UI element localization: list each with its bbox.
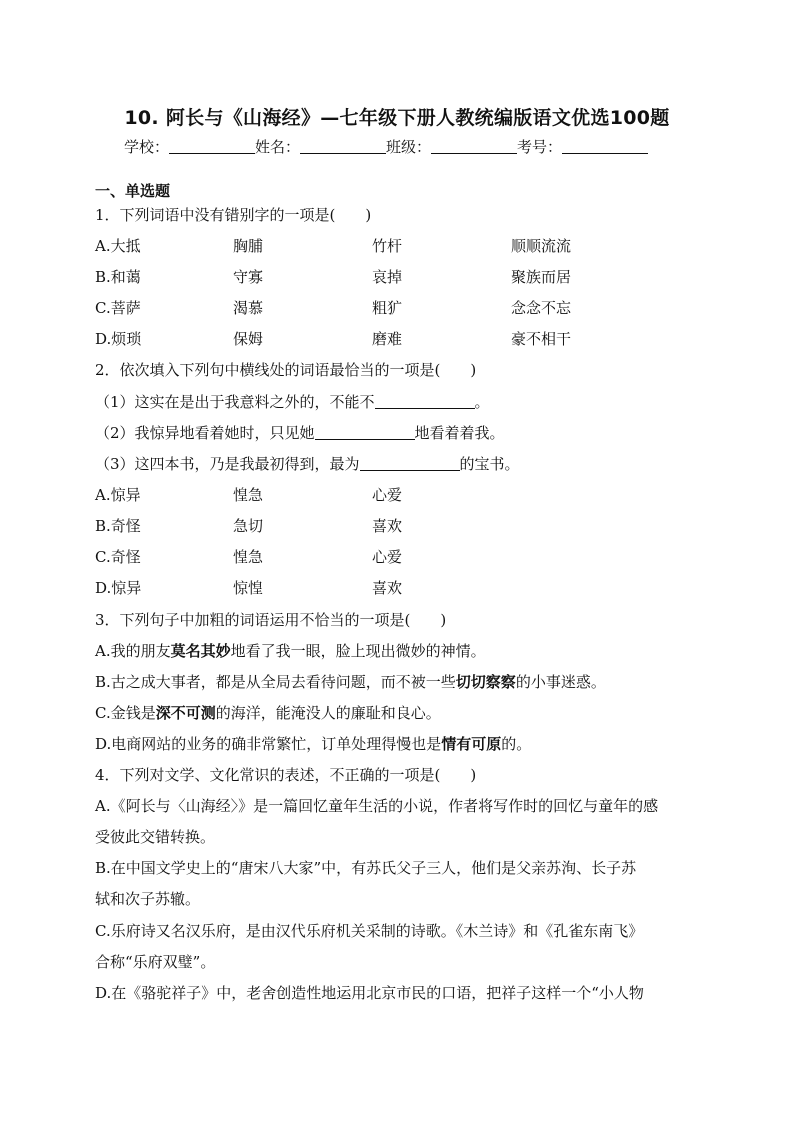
q2-option-d-3: 喜欢 bbox=[372, 579, 403, 597]
q1-option-a-4: 顺顺流流 bbox=[511, 237, 572, 255]
q2-s1-blank[interactable] bbox=[375, 394, 475, 409]
q1-option-a-2: 胸脯 bbox=[233, 237, 264, 255]
q1-option-c-1: C.菩萨 bbox=[95, 299, 141, 317]
q3-a-bold-term: 莫名其妙 bbox=[170, 642, 231, 660]
q2-s3-blank[interactable] bbox=[360, 456, 460, 471]
q2-option-c-1: C.奇怪 bbox=[95, 548, 141, 566]
q3-a-post: 地看了我一眼，脸上现出微妙的神情。 bbox=[230, 642, 486, 660]
q2-s3-end: 的宝书。 bbox=[459, 455, 520, 473]
q2-option-a-1: A.惊异 bbox=[95, 486, 141, 504]
exam-no-blank[interactable] bbox=[562, 139, 648, 154]
q2-option-a-2: 惶急 bbox=[233, 486, 264, 504]
q2-s3-text: （3）这四本书，乃是我最初得到，最为 bbox=[95, 455, 360, 473]
q1-option-b-1: B.和蔼 bbox=[95, 268, 141, 286]
q3-c-post: 的海洋，能淹没人的廉耻和良心。 bbox=[215, 704, 441, 722]
q2-sentence-1 bbox=[95, 392, 490, 412]
q2-option-b-1: B.奇怪 bbox=[95, 517, 141, 535]
q2-s1-text: （1）这实在是出于我意料之外的，不能不 bbox=[95, 393, 375, 411]
q1-option-a-3: 竹杆 bbox=[372, 237, 403, 255]
q3-option-c bbox=[95, 703, 441, 723]
q2-option-c-2: 惶急 bbox=[233, 548, 264, 566]
q2-s2-end: 地看着着我。 bbox=[414, 424, 505, 442]
q1-option-a-1: A.大抵 bbox=[95, 237, 141, 255]
q2-option-b-2: 急切 bbox=[233, 517, 264, 535]
q2-option-d-1: D.惊异 bbox=[95, 579, 142, 597]
page-title: 10. 阿长与《山海经》—七年级下册人教统编版语文优选100题 bbox=[124, 107, 670, 129]
q2-option-b-3: 喜欢 bbox=[372, 517, 403, 535]
q2-sentence-2 bbox=[95, 423, 505, 443]
q1-option-b-3: 哀掉 bbox=[372, 268, 403, 286]
q1-option-d-1: D.烦琐 bbox=[95, 330, 142, 348]
q2-s2-text: （2）我惊异地看着她时，只见她 bbox=[95, 424, 315, 442]
q1-option-d-4: 豪不相干 bbox=[511, 330, 572, 348]
school-label: 学校： bbox=[124, 138, 170, 156]
q3-option-d bbox=[95, 734, 531, 754]
q1-option-d-3: 磨难 bbox=[372, 330, 403, 348]
q4-option-c-line-2: 合称“乐府双璧”。 bbox=[95, 953, 216, 971]
q3-c-bold-term: 深不可测 bbox=[155, 704, 216, 722]
class-label: 班级： bbox=[386, 138, 432, 156]
class-blank[interactable] bbox=[431, 139, 517, 154]
q1-option-c-3: 粗犷 bbox=[372, 299, 403, 317]
q1-stem: 1．下列词语中没有错别字的一项是( ) bbox=[95, 206, 372, 224]
school-blank[interactable] bbox=[169, 139, 255, 154]
q4-option-d-line-1: D.在《骆驼祥子》中，老舍创造性地运用北京市民的口语，把祥子这样一个“小人物 bbox=[95, 984, 644, 1002]
q3-option-a bbox=[95, 641, 486, 661]
q3-d-post: 的。 bbox=[501, 735, 532, 753]
q3-d-bold-term: 情有可原 bbox=[441, 735, 502, 753]
q1-option-b-2: 守寡 bbox=[233, 268, 264, 286]
q4-option-b-line-2: 轼和次子苏辙。 bbox=[95, 890, 201, 908]
q3-b-bold-term: 切切察察 bbox=[455, 673, 516, 691]
q3-stem: 3．下列句子中加粗的词语运用不恰当的一项是( ) bbox=[95, 611, 447, 629]
q4-option-b-line-1: B.在中国文学史上的“唐宋八大家”中，有苏氏父子三人，他们是父亲苏洵、长子苏 bbox=[95, 859, 637, 877]
q2-option-c-3: 心爱 bbox=[372, 548, 403, 566]
name-blank[interactable] bbox=[300, 139, 386, 154]
exam-no-label: 考号： bbox=[517, 138, 563, 156]
section-heading: 一、单选题 bbox=[95, 182, 171, 200]
q3-b-pre: B.古之成大事者，都是从全局去看待问题，而不被一些 bbox=[95, 673, 456, 691]
student-info-row bbox=[124, 136, 648, 157]
q1-option-b-4: 聚族而居 bbox=[511, 268, 572, 286]
q4-option-a-line-2: 受彼此交错转换。 bbox=[95, 828, 216, 846]
q1-option-d-2: 保姆 bbox=[233, 330, 264, 348]
q3-c-pre: C.金钱是 bbox=[95, 704, 156, 722]
q3-b-post: 的小事迷惑。 bbox=[515, 673, 606, 691]
q2-stem: 2．依次填入下列句中横线处的词语最恰当的一项是( ) bbox=[95, 361, 477, 379]
q4-option-a-line-1: A.《阿长与〈山海经〉》是一篇回忆童年生活的小说，作者将写作时的回忆与童年的感 bbox=[95, 797, 659, 815]
q3-a-pre: A.我的朋友 bbox=[95, 642, 171, 660]
q3-option-b bbox=[95, 672, 606, 692]
q1-option-c-2: 渴慕 bbox=[233, 299, 264, 317]
q4-option-c-line-1: C.乐府诗又名汉乐府，是由汉代乐府机关采制的诗歌。《木兰诗》和《孔雀东南飞》 bbox=[95, 922, 644, 940]
q2-option-d-2: 惊惶 bbox=[233, 579, 264, 597]
q2-sentence-3 bbox=[95, 454, 520, 474]
name-label: 姓名： bbox=[255, 138, 301, 156]
q2-s1-end: 。 bbox=[474, 393, 490, 411]
q1-option-c-4: 念念不忘 bbox=[511, 299, 572, 317]
q2-option-a-3: 心爱 bbox=[372, 486, 403, 504]
q4-stem: 4．下列对文学、文化常识的表述，不正确的一项是( ) bbox=[95, 766, 477, 784]
q3-d-pre: D.电商网站的业务的确非常繁忙，订单处理得慢也是 bbox=[95, 735, 442, 753]
q2-s2-blank[interactable] bbox=[315, 425, 415, 440]
